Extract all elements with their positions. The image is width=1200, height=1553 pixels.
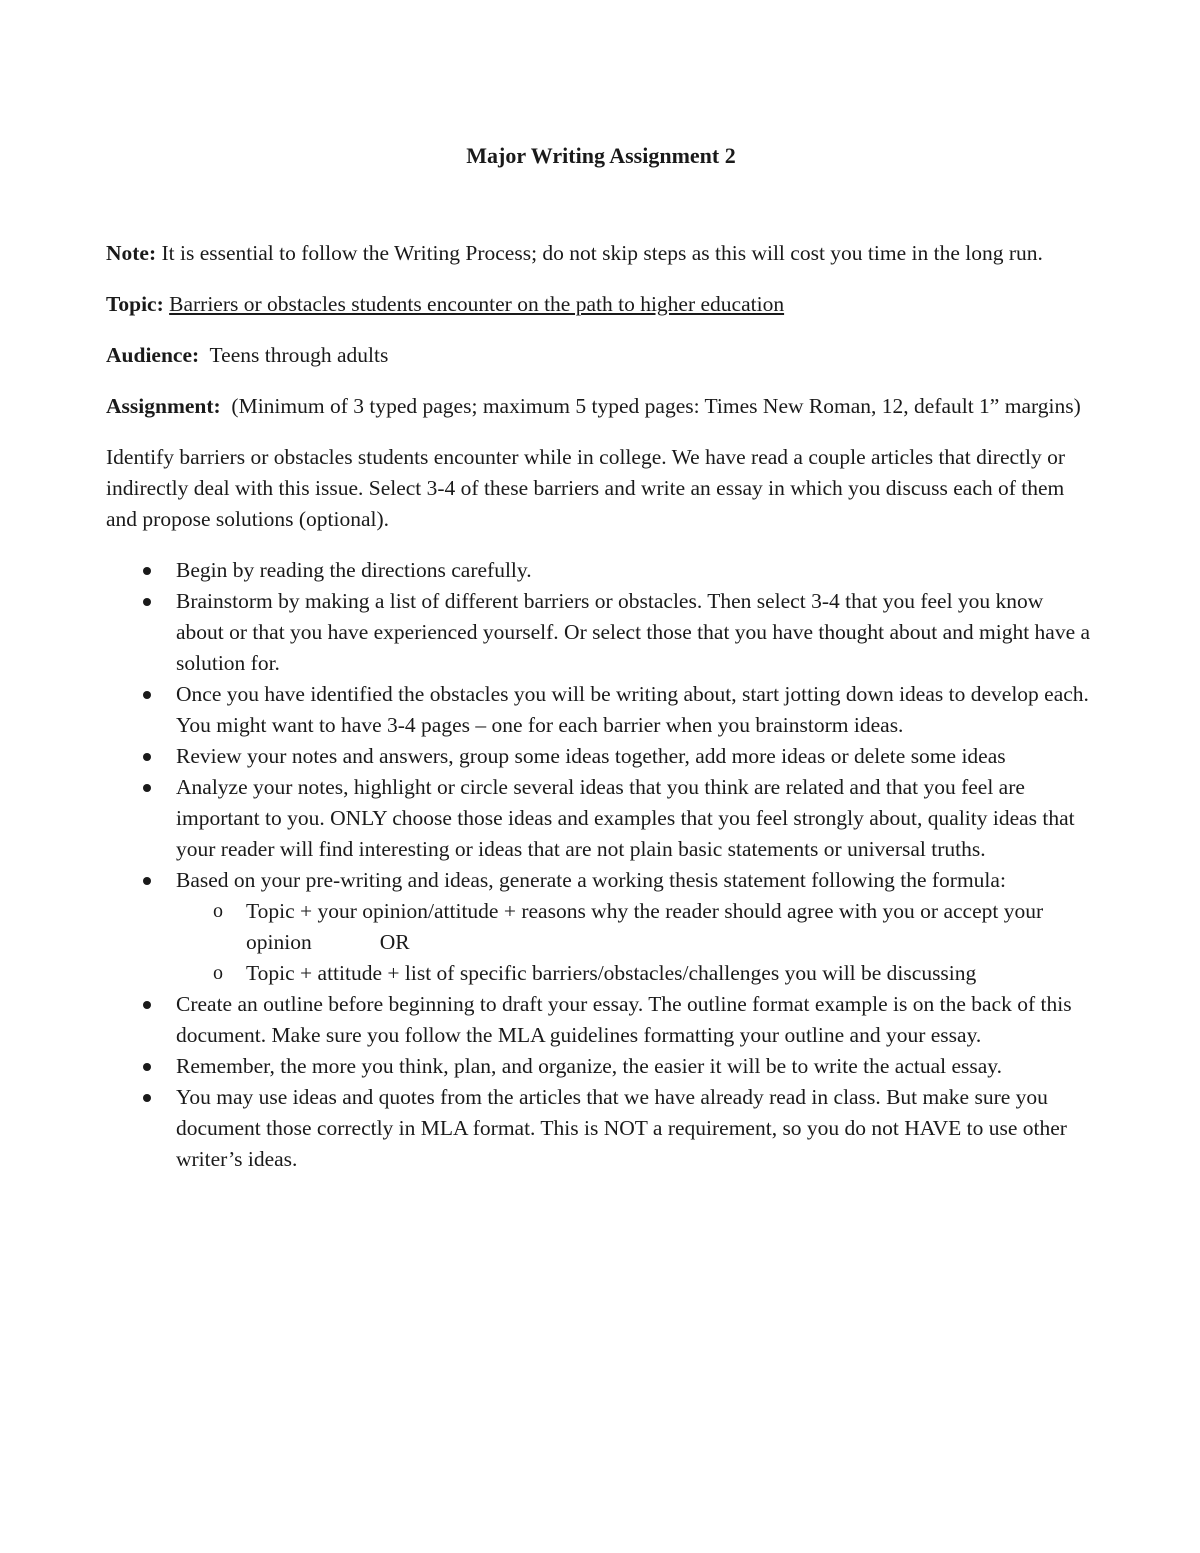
- formula-item: [246, 896, 1096, 958]
- page-title: Major Writing Assignment 2: [466, 143, 736, 168]
- formula-or: OR: [379, 930, 410, 954]
- audience-label: Audience:: [106, 343, 200, 367]
- list-item: You may use ideas and quotes from the articles that we have already read in class. But make sure you document those correctly in MLA format. This is NOT a requirement, so you do not HAVE to use other writer’s ideas.: [176, 1082, 1096, 1175]
- list-item: Once you have identified the obstacles you will be writing about, start jotting down ideas to develop each. You might want to have 3-4 pages – one for each barrier when you brainstorm ideas.: [176, 679, 1096, 741]
- thesis-intro-text: Based on your pre-writing and ideas, generate a working thesis statement following the formula:: [176, 868, 1006, 892]
- note-label: Note:: [106, 241, 157, 265]
- list-item: Remember, the more you think, plan, and organize, the easier it will be to write the actual essay.: [176, 1051, 1096, 1082]
- list-item: Create an outline before beginning to draft your essay. The outline format example is on the back of this document. Make sure you follow the MLA guidelines formatting your outline and your essay.: [176, 989, 1096, 1051]
- formula-item: o Topic + attitude + list of specific barriers/obstacles/challenges you will be discussing: [246, 958, 1096, 989]
- topic-text: Barriers or obstacles students encounter on the path to higher education: [169, 292, 785, 316]
- intro-paragraph: Identify barriers or obstacles students encounter while in college. We have read a couple articles that directly or indirectly deal with this issue. Select 3-4 of these barriers and write an essay in which you discuss each of them and propose solutions (optional).: [106, 445, 1066, 531]
- formula-item-text: Topic + your opinion/attitude + reasons why the reader should agree with you or accept your opinion: [246, 899, 1044, 954]
- list-item: Brainstorm by making a list of different barriers or obstacles. Then select 3-4 that you feel you know about or that you have experienced yourself. Or select those that you have thought about and might have a solution for.: [176, 586, 1096, 679]
- list-item-thesis: [176, 865, 1096, 989]
- list-item: Begin by reading the directions carefully.: [176, 555, 1096, 586]
- topic-paragraph: [106, 289, 1096, 320]
- audience-paragraph: [106, 340, 1096, 371]
- assignment-paragraph: [106, 391, 1096, 422]
- assignment-text: (Minimum of 3 typed pages; maximum 5 typed pages: Times New Roman, 12, default 1” margins): [231, 394, 1081, 418]
- note-paragraph: [106, 238, 1096, 269]
- list-item: Review your notes and answers, group some ideas together, add more ideas or delete some ideas: [176, 741, 1096, 772]
- document-body: [106, 140, 1096, 1175]
- note-text: It is essential to follow the Writing Process; do not skip steps as this will cost you time in the long run.: [156, 241, 1043, 265]
- instruction-list: [106, 555, 1096, 1175]
- audience-text: Teens through adults: [209, 343, 389, 367]
- formula-list: [176, 896, 1096, 989]
- list-item: Analyze your notes, highlight or circle several ideas that you think are related and that you feel are important to you. ONLY choose those ideas and examples that you feel strongly about, quality ideas that your reader will find interesting or ideas that are not plain basic statements or universal truths.: [176, 772, 1096, 865]
- assignment-label: Assignment:: [106, 394, 221, 418]
- topic-label: Topic:: [106, 292, 164, 316]
